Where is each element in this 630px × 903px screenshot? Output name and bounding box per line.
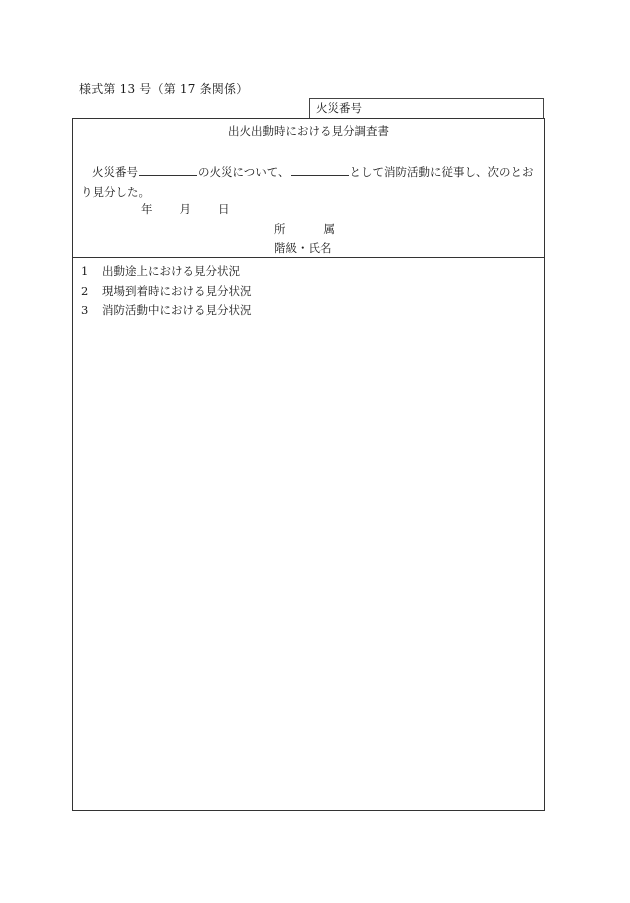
- observation-items: [81, 262, 252, 321]
- item-number: 1: [81, 264, 89, 278]
- report-frame: [72, 118, 545, 811]
- statement-part-1: 火災番号: [92, 165, 138, 179]
- affiliation-char-1: 所: [274, 222, 286, 236]
- affiliation-char-2: 属: [323, 222, 335, 236]
- report-header: [73, 119, 544, 258]
- date-day: 日: [218, 202, 230, 216]
- fire-number-box: [309, 98, 544, 118]
- date-line: [141, 201, 230, 217]
- statement-part-3: として消防活動に従事し、次のとおり見分した。: [81, 165, 534, 199]
- role-blank: [291, 163, 349, 176]
- date-month: 月: [179, 202, 191, 216]
- list-item: [81, 301, 252, 321]
- rank-name-label: 階級・氏名: [274, 241, 332, 255]
- date-year: 年: [141, 202, 153, 216]
- list-item: [81, 262, 252, 282]
- item-number: 3: [81, 303, 89, 317]
- list-item: [81, 282, 252, 302]
- document-title: 出火出動時における見分調査書: [228, 124, 389, 138]
- fire-number-blank: [139, 163, 197, 176]
- item-number: 2: [81, 283, 89, 298]
- item-label: 現場到着時における見分状況: [102, 283, 252, 298]
- item-label: 出動途上における見分状況: [102, 264, 240, 278]
- form-number: 様式第 13 号（第 17 条関係）: [79, 82, 249, 96]
- statement-text: [81, 162, 541, 202]
- fire-number-box-label: 火災番号: [316, 101, 362, 115]
- item-label: 消防活動中における見分状況: [102, 303, 252, 317]
- affiliation-line: [274, 221, 335, 237]
- statement-part-2: の火災について、: [198, 165, 290, 179]
